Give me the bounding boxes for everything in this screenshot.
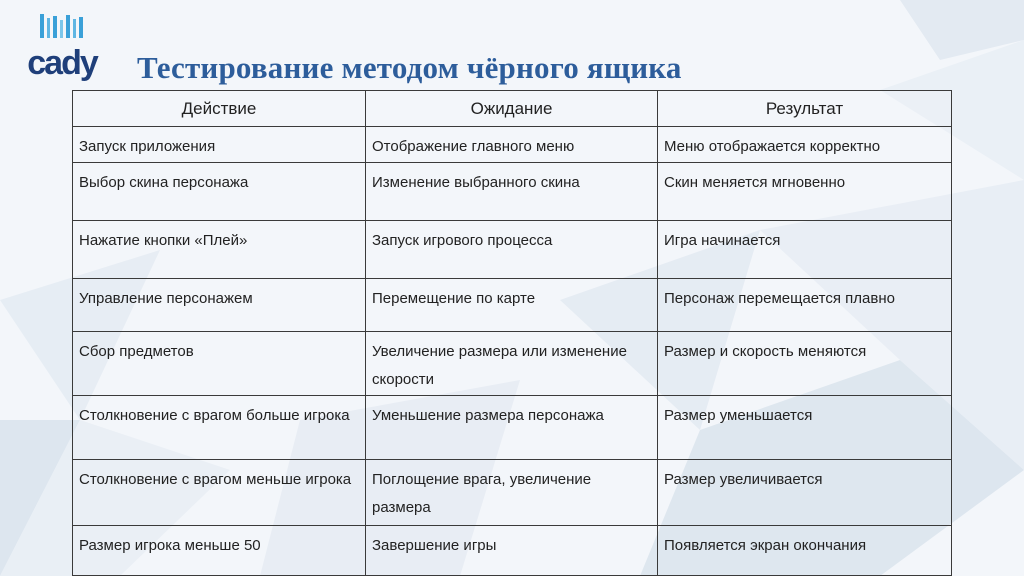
table-row — [73, 279, 952, 332]
cell-expected: Отображение главного меню — [366, 127, 658, 163]
cell-result: Персонаж перемещается плавно — [658, 279, 952, 332]
cell-expected: Поглощение врага, увеличение размера — [366, 460, 658, 526]
header-action: Действие — [73, 91, 366, 127]
cell-action: Управление персонажем — [73, 279, 366, 332]
page-title: Тестирование методом чёрного ящика — [137, 50, 682, 85]
cell-result: Скин меняется мгновенно — [658, 163, 952, 221]
cell-action: Размер игрока меньше 50 — [73, 526, 366, 576]
table-header-row — [73, 91, 952, 127]
table-row — [73, 163, 952, 221]
header-result: Результат — [658, 91, 952, 127]
table-row — [73, 127, 952, 163]
table-row — [73, 221, 952, 279]
table-row — [73, 332, 952, 396]
cell-result: Меню отображается корректно — [658, 127, 952, 163]
cell-result: Появляется экран окончания — [658, 526, 952, 576]
cell-expected: Запуск игрового процесса — [366, 221, 658, 279]
table-row — [73, 526, 952, 576]
cady-logo — [20, 14, 104, 90]
cell-action: Столкновение с врагом меньше игрока — [73, 460, 366, 526]
cell-action: Сбор предметов — [73, 332, 366, 396]
table-row — [73, 460, 952, 526]
cell-expected: Уменьшение размера персонажа — [366, 396, 658, 460]
cell-result: Размер увеличивается — [658, 460, 952, 526]
black-box-test-table — [72, 90, 952, 576]
cell-expected: Перемещение по карте — [366, 279, 658, 332]
cell-result: Размер уменьшается — [658, 396, 952, 460]
table-row — [73, 396, 952, 460]
cell-action: Запуск приложения — [73, 127, 366, 163]
cell-expected: Завершение игры — [366, 526, 658, 576]
cell-expected: Изменение выбранного скина — [366, 163, 658, 221]
cell-action: Столкновение с врагом больше игрока — [73, 396, 366, 460]
cell-action: Выбор скина персонажа — [73, 163, 366, 221]
cell-expected: Увеличение размера или изменение скорости — [366, 332, 658, 396]
cell-result: Игра начинается — [658, 221, 952, 279]
cell-action: Нажатие кнопки «Плей» — [73, 221, 366, 279]
header-expected: Ожидание — [366, 91, 658, 127]
logo-text: cady — [27, 44, 97, 82]
cell-result: Размер и скорость меняются — [658, 332, 952, 396]
